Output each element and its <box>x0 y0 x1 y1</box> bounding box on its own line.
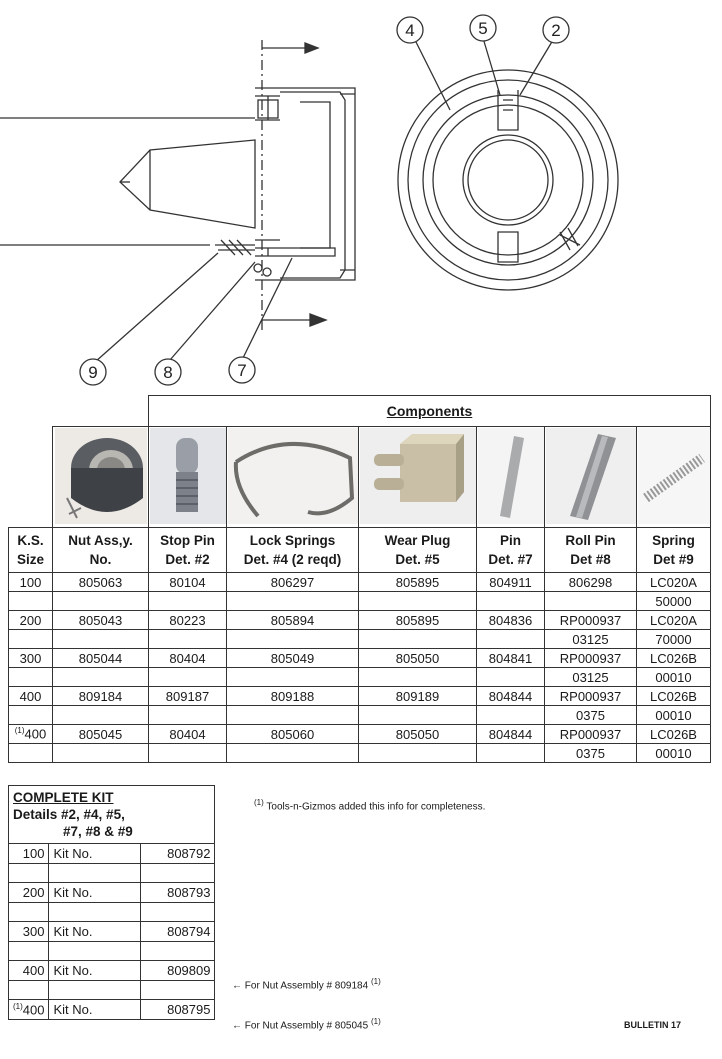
table-cell <box>9 668 53 687</box>
lock-springs-photo <box>227 427 359 528</box>
table-cell: 805044 <box>53 649 149 668</box>
table-cell: 80404 <box>149 649 227 668</box>
table-cell <box>227 592 359 611</box>
table-cell: 00010 <box>637 668 711 687</box>
table-cell: 50000 <box>637 592 711 611</box>
col-header-spring: Spring Det #9 <box>637 528 711 573</box>
table-cell <box>149 592 227 611</box>
table-cell <box>53 630 149 649</box>
table-cell: $^{(1)}$400 <box>9 725 53 744</box>
callout-5 <box>470 15 496 41</box>
table-cell <box>9 744 53 763</box>
kit-row <box>9 961 215 981</box>
kit-spacer-row <box>9 864 215 883</box>
component-rows <box>9 573 711 763</box>
table-cell <box>53 592 149 611</box>
table-cell: LC020A <box>637 611 711 630</box>
table-row <box>9 573 711 592</box>
col-header-pin: Pin Det. #7 <box>477 528 545 573</box>
kit-number: 808794 <box>141 922 215 942</box>
wear-plug-photo <box>359 427 477 528</box>
table-cell: RP000937 <box>545 687 637 706</box>
table-cell: 805045 <box>53 725 149 744</box>
table-cell: 804836 <box>477 611 545 630</box>
table-cell <box>227 744 359 763</box>
col-header-nut-assembly: Nut Ass,y. No. <box>53 528 149 573</box>
svg-text:7: 7 <box>237 361 247 380</box>
kit-title: COMPLETE KIT Details #2, #4, #5, #7, #8 & #9 <box>9 786 215 844</box>
kit-number: 809809 <box>141 961 215 981</box>
callout-2 <box>543 17 569 43</box>
col-header-ks-size: K.S. Size <box>9 528 53 573</box>
table-cell: 80104 <box>149 573 227 592</box>
side-section-view <box>0 40 355 362</box>
callout-7 <box>229 357 255 383</box>
table-cell <box>477 592 545 611</box>
col-header-stop-pin: Stop Pin Det. #2 <box>149 528 227 573</box>
table-cell <box>9 706 53 725</box>
complete-kit-table <box>8 785 215 1020</box>
table-row <box>9 611 711 630</box>
table-cell <box>477 744 545 763</box>
table-cell: 03125 <box>545 668 637 687</box>
table-cell: 0375 <box>545 706 637 725</box>
callout-4 <box>397 17 423 43</box>
table-cell <box>359 668 477 687</box>
components-table <box>8 395 711 763</box>
svg-text:9: 9 <box>88 363 98 382</box>
kit-row <box>9 922 215 942</box>
table-row <box>9 592 711 611</box>
kit-size: 300 <box>9 922 49 942</box>
kit-size: 400 <box>9 961 49 981</box>
kit-row <box>9 1000 215 1020</box>
table-cell: 809188 <box>227 687 359 706</box>
table-cell: 80223 <box>149 611 227 630</box>
kit-spacer-row <box>9 942 215 961</box>
table-cell: 805063 <box>53 573 149 592</box>
callout-8 <box>155 359 181 385</box>
table-cell <box>9 630 53 649</box>
kit-number: 808795 <box>141 1000 215 1020</box>
table-cell <box>545 592 637 611</box>
kit-row <box>9 844 215 864</box>
table-cell: 806297 <box>227 573 359 592</box>
table-cell: RP000937 <box>545 649 637 668</box>
table-cell: 805895 <box>359 611 477 630</box>
table-cell <box>477 706 545 725</box>
kit-note-809184: ← For Nut Assembly # 809184 $^{(1)}$ <box>232 977 381 992</box>
svg-text:8: 8 <box>163 363 173 382</box>
table-cell: 805043 <box>53 611 149 630</box>
table-cell <box>359 706 477 725</box>
table-cell: 400 <box>9 687 53 706</box>
end-view <box>398 38 618 290</box>
table-cell: 805894 <box>227 611 359 630</box>
table-cell <box>149 744 227 763</box>
kit-label: Kit No. <box>49 961 141 981</box>
callout-9 <box>80 359 106 385</box>
table-cell: 809187 <box>149 687 227 706</box>
table-cell: 809189 <box>359 687 477 706</box>
table-cell <box>53 744 149 763</box>
kit-size: 100 <box>9 844 49 864</box>
kit-label: Kit No. <box>49 883 141 903</box>
table-cell: RP000937 <box>545 725 637 744</box>
table-cell: 804911 <box>477 573 545 592</box>
table-cell <box>227 630 359 649</box>
table-cell: 804844 <box>477 687 545 706</box>
col-header-roll-pin: Roll Pin Det #8 <box>545 528 637 573</box>
table-cell <box>227 668 359 687</box>
table-cell <box>359 592 477 611</box>
table-cell <box>227 706 359 725</box>
table-cell <box>149 630 227 649</box>
table-cell: 804844 <box>477 725 545 744</box>
table-cell: 00010 <box>637 706 711 725</box>
roll-pin-photo <box>545 427 637 528</box>
table-cell <box>359 630 477 649</box>
kit-number: 808792 <box>141 844 215 864</box>
table-cell <box>9 592 53 611</box>
kit-row <box>9 883 215 903</box>
bulletin-label: BULLETIN 17 <box>624 1020 682 1030</box>
kit-label: Kit No. <box>49 1000 141 1020</box>
table-row <box>9 630 711 649</box>
table-cell: LC020A <box>637 573 711 592</box>
col-header-lock-springs: Lock Springs Det. #4 (2 reqd) <box>227 528 359 573</box>
kit-size: 200 <box>9 883 49 903</box>
svg-text:5: 5 <box>478 19 488 38</box>
kit-note-805045: ← For Nut Assembly # 805045 $^{(1)}$ <box>232 1017 381 1032</box>
kit-label: Kit No. <box>49 922 141 942</box>
table-cell: 806298 <box>545 573 637 592</box>
nut-assembly-photo <box>53 427 149 528</box>
table-cell: 300 <box>9 649 53 668</box>
pin-photo <box>477 427 545 528</box>
table-cell: LC026B <box>637 687 711 706</box>
technical-drawing <box>0 0 722 395</box>
footnote: $^{(1)}$ Tools-n-Gizmos added this info for completeness. <box>254 798 486 813</box>
table-cell: 80404 <box>149 725 227 744</box>
table-cell <box>53 706 149 725</box>
kit-number: 808793 <box>141 883 215 903</box>
kit-size: $^{(1)}$400 <box>9 1000 49 1020</box>
table-cell: 100 <box>9 573 53 592</box>
table-cell: 805895 <box>359 573 477 592</box>
table-cell <box>149 706 227 725</box>
table-cell <box>53 668 149 687</box>
table-cell: 00010 <box>637 744 711 763</box>
table-cell: 805050 <box>359 725 477 744</box>
table-cell: 03125 <box>545 630 637 649</box>
table-cell <box>477 668 545 687</box>
spring-photo <box>637 427 711 528</box>
table-cell: RP000937 <box>545 611 637 630</box>
table-cell: 805050 <box>359 649 477 668</box>
table-cell: 805049 <box>227 649 359 668</box>
table-cell <box>149 668 227 687</box>
table-cell: 805060 <box>227 725 359 744</box>
table-row <box>9 744 711 763</box>
svg-text:4: 4 <box>405 21 415 40</box>
table-row <box>9 706 711 725</box>
table-cell: LC026B <box>637 649 711 668</box>
stop-pin-photo <box>149 427 227 528</box>
table-cell: 200 <box>9 611 53 630</box>
table-cell: 0375 <box>545 744 637 763</box>
table-cell <box>477 630 545 649</box>
kit-rows <box>9 844 215 1020</box>
table-row <box>9 687 711 706</box>
kit-spacer-row <box>9 903 215 922</box>
table-cell: 809184 <box>53 687 149 706</box>
table-row <box>9 649 711 668</box>
kit-spacer-row <box>9 981 215 1000</box>
table-cell: LC026B <box>637 725 711 744</box>
table-cell <box>359 744 477 763</box>
table-row <box>9 668 711 687</box>
table-row <box>9 725 711 744</box>
kit-label: Kit No. <box>49 844 141 864</box>
col-header-wear-plug: Wear Plug Det. #5 <box>359 528 477 573</box>
svg-text:2: 2 <box>551 21 561 40</box>
table-cell: 804841 <box>477 649 545 668</box>
table-cell: 70000 <box>637 630 711 649</box>
components-header: Components <box>149 396 711 427</box>
